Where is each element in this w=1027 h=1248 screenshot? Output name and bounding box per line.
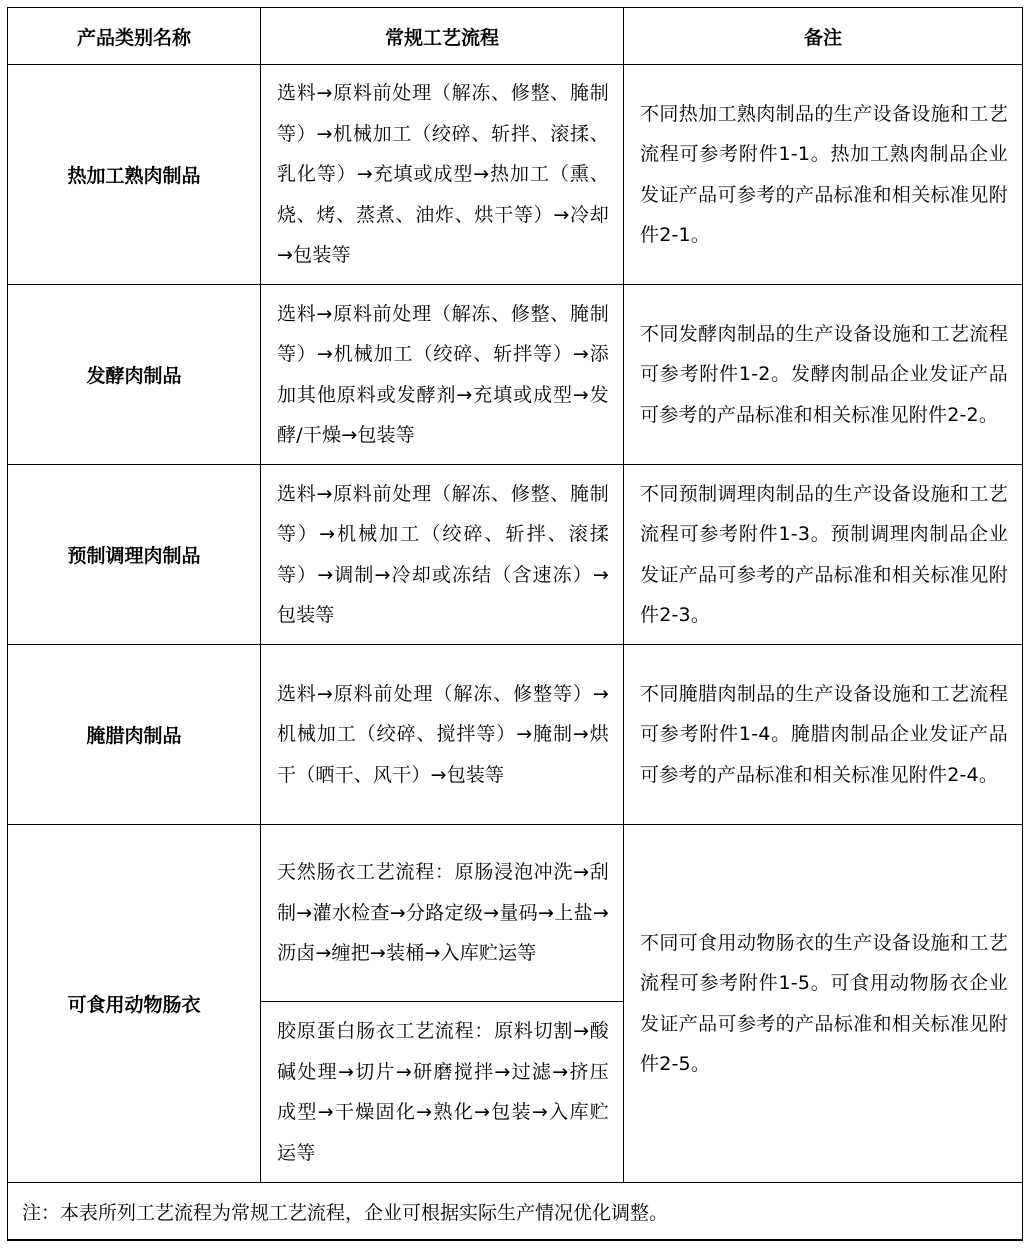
category-cell: 可食用动物肠衣 xyxy=(8,825,261,1183)
header-process: 常规工艺流程 xyxy=(261,8,624,65)
table-row xyxy=(8,465,1023,645)
note-cell: 不同可食用动物肠衣的生产设备设施和工艺流程可参考附件1-5。可食用动物肠衣企业发证产品可参考的产品标准和相关标准见附件2-5。 xyxy=(624,825,1023,1183)
process-cell-natural-casing: 天然肠衣工艺流程：原肠浸泡冲洗→刮制→灌水检查→分路定级→量码→上盐→沥卤→缠把→装桶→入库贮运等 xyxy=(261,825,624,1002)
category-cell: 热加工熟肉制品 xyxy=(8,65,261,285)
note-cell: 不同腌腊肉制品的生产设备设施和工艺流程可参考附件1-4。腌腊肉制品企业发证产品可参考的产品标准和相关标准见附件2-4。 xyxy=(624,645,1023,825)
note-cell: 不同热加工熟肉制品的生产设备设施和工艺流程可参考附件1-1。热加工熟肉制品企业发证产品可参考的产品标准和相关标准见附件2-1。 xyxy=(624,65,1023,285)
header-note: 备注 xyxy=(624,8,1023,65)
category-cell: 腌腊肉制品 xyxy=(8,645,261,825)
note-cell: 不同预制调理肉制品的生产设备设施和工艺流程可参考附件1-3。预制调理肉制品企业发证产品可参考的产品标准和相关标准见附件2-3。 xyxy=(624,465,1023,645)
table-header-row xyxy=(8,8,1023,65)
table-row xyxy=(8,645,1023,825)
category-cell: 预制调理肉制品 xyxy=(8,465,261,645)
note-cell: 不同发酵肉制品的生产设备设施和工艺流程可参考附件1-2。发酵肉制品企业发证产品可参考的产品标准和相关标准见附件2-2。 xyxy=(624,285,1023,465)
process-table xyxy=(7,7,1023,1241)
table-row xyxy=(8,65,1023,285)
footnote-row xyxy=(8,1183,1023,1241)
category-cell: 发酵肉制品 xyxy=(8,285,261,465)
header-category: 产品类别名称 xyxy=(8,8,261,65)
footnote: 注：本表所列工艺流程为常规工艺流程，企业可根据实际生产情况优化调整。 xyxy=(8,1183,1023,1241)
process-cell: 选料→原料前处理（解冻、修整、腌制等）→机械加工（绞碎、斩拌等）→添加其他原料或发酵剂→充填或成型→发酵/干燥→包装等 xyxy=(261,285,624,465)
process-cell: 选料→原料前处理（解冻、修整、腌制等）→机械加工（绞碎、斩拌、滚揉等）→调制→冷却或冻结（含速冻）→包装等 xyxy=(261,465,624,645)
process-cell: 选料→原料前处理（解冻、修整、腌制等）→机械加工（绞碎、斩拌、滚揉、乳化等）→充填或成型→热加工（熏、烧、烤、蒸煮、油炸、烘干等）→冷却→包装等 xyxy=(261,65,624,285)
process-cell-collagen-casing: 胶原蛋白肠衣工艺流程：原料切割→酸碱处理→切片→研磨搅拌→过滤→挤压成型→干燥固化→熟化→包装→入库贮运等 xyxy=(261,1002,624,1183)
process-cell: 选料→原料前处理（解冻、修整等）→ 机械加工（绞碎、搅拌等）→腌制→烘干（晒干、风干）→包装等 xyxy=(261,645,624,825)
table-row xyxy=(8,825,1023,1002)
table-row xyxy=(8,285,1023,465)
